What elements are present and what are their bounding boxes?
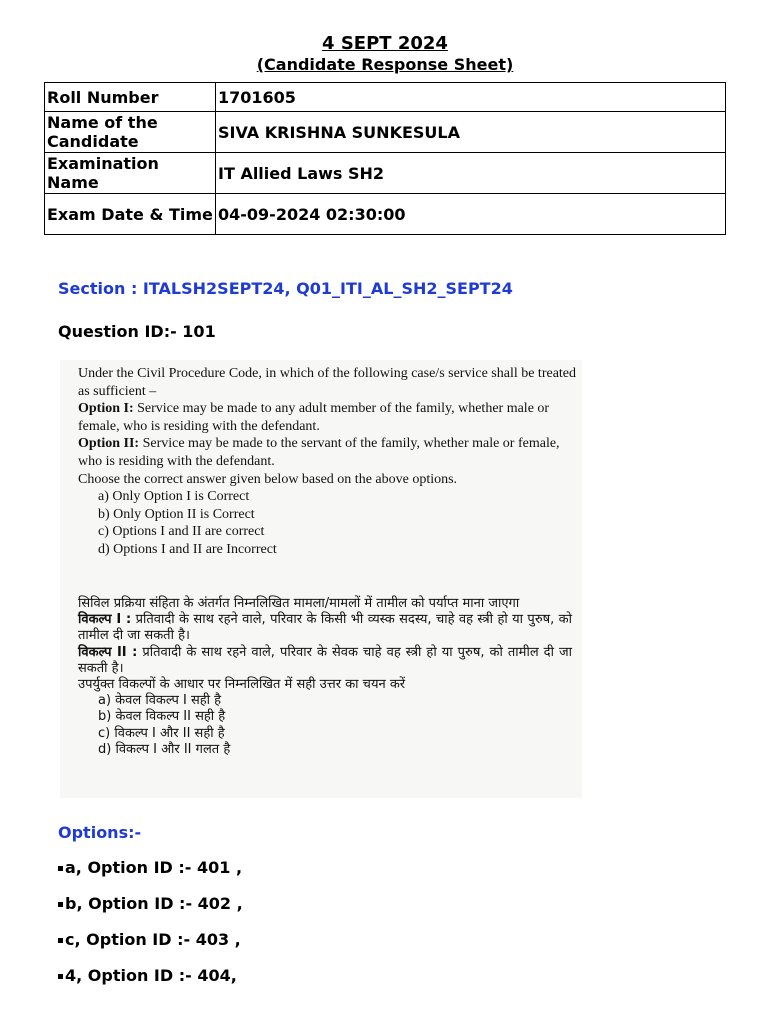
choice-d: d) Options I and II are Incorrect: [98, 541, 277, 557]
hindi-statement-option-1-text: प्रतिवादी के साथ रहने वाले, परिवार के किसी भी व्यस्क सदस्य, चाहे वह स्त्री हो या पुरुष, को तामील दी जा सकती है।: [78, 612, 572, 644]
section-heading: Section : ITALSH2SEPT24, Q01_ITI_AL_SH2_SEPT24: [58, 279, 513, 298]
sheet-subtitle: (Candidate Response Sheet): [256, 55, 514, 74]
bullet-icon: [58, 938, 63, 943]
question-id: Question ID:- 101: [58, 322, 216, 341]
candidate-name-row: [45, 112, 726, 153]
option-text: 4, Option ID :- 404,: [65, 966, 237, 985]
choice-b: b) Only Option II is Correct: [98, 506, 255, 522]
candidate-name-label: Name of the Candidate: [45, 112, 216, 153]
exam-name-label: Examination Name: [45, 153, 216, 194]
hindi-choice-b: b) केवल विकल्प II सही है: [98, 709, 226, 725]
bullet-icon: [58, 974, 63, 979]
statement-option-1: [78, 400, 578, 435]
hindi-question-instruction: उपर्युक्त विकल्पों के आधार पर निम्नलिखित में सही उत्तर का चयन करें: [78, 677, 406, 693]
question-english: [78, 365, 578, 559]
statement-option-1-label: Option I:: [78, 401, 134, 417]
question-hindi: [78, 596, 572, 758]
hindi-choice-a: a) केवल विकल्प I सही है: [98, 693, 222, 709]
exam-name-row: [45, 153, 726, 194]
hindi-statement-option-2-label: विकल्प II :: [78, 644, 138, 660]
candidate-name-value: SIVA KRISHNA SUNKESULA: [216, 112, 726, 153]
statement-option-2-text: Service may be made to the servant of the family, whether male or female, who is residing with the defendant.: [78, 436, 560, 469]
candidate-info-table: [44, 82, 726, 235]
exam-datetime-label: Exam Date & Time: [45, 194, 216, 235]
option-text: c, Option ID :- 403 ,: [65, 930, 241, 949]
sheet-date: 4 SEPT 2024: [322, 33, 448, 54]
hindi-question-stem: सिविल प्रक्रिया संहिता के अंतर्गत निम्नलिखित मामला/मामलों में तामील को पर्याप्त माना जाएगा: [78, 596, 520, 611]
statement-option-1-text: Service may be made to any adult member of the family, whether male or female, who is residing with the defendant.: [78, 401, 550, 434]
options-heading: Options:-: [58, 823, 142, 842]
exam-name-value: IT Allied Laws SH2: [216, 153, 726, 194]
option-row: [58, 858, 242, 877]
bullet-icon: [58, 902, 63, 907]
question-instruction: Choose the correct answer given below based on the above options.: [78, 471, 458, 487]
hindi-choice-c: c) विकल्प I और II सही है: [98, 725, 225, 741]
roll-number-value: 1701605: [216, 83, 726, 112]
hindi-choice-d: d) विकल्प I और II गलत है: [98, 741, 231, 757]
question-stem: Under the Civil Procedure Code, in which of the following case/s service shall be treated as sufficient –: [78, 366, 577, 399]
option-text: a, Option ID :- 401 ,: [65, 858, 243, 877]
roll-number-row: [45, 83, 726, 112]
hindi-statement-option-1: [78, 612, 572, 644]
exam-datetime-row: [45, 194, 726, 235]
option-text: b, Option ID :- 402 ,: [65, 894, 243, 913]
roll-number-label: Roll Number: [45, 83, 216, 112]
statement-option-2-label: Option II:: [78, 436, 140, 452]
hindi-statement-option-1-label: विकल्प I :: [78, 612, 132, 628]
option-row: [58, 894, 243, 913]
option-row: [58, 966, 237, 985]
bullet-icon: [58, 866, 63, 871]
choice-a: a) Only Option I is Correct: [98, 489, 250, 505]
hindi-statement-option-2: [78, 645, 572, 677]
statement-option-2: [78, 435, 578, 470]
hindi-statement-option-2-text: प्रतिवादी के साथ रहने वाले, परिवार के सेवक चाहे वह स्त्री हो या पुरुष, को तामील दी जा सकती है।: [78, 644, 572, 676]
option-row: [58, 930, 241, 949]
choice-c: c) Options I and II are correct: [98, 524, 265, 540]
exam-datetime-value: 04-09-2024 02:30:00: [216, 194, 726, 235]
